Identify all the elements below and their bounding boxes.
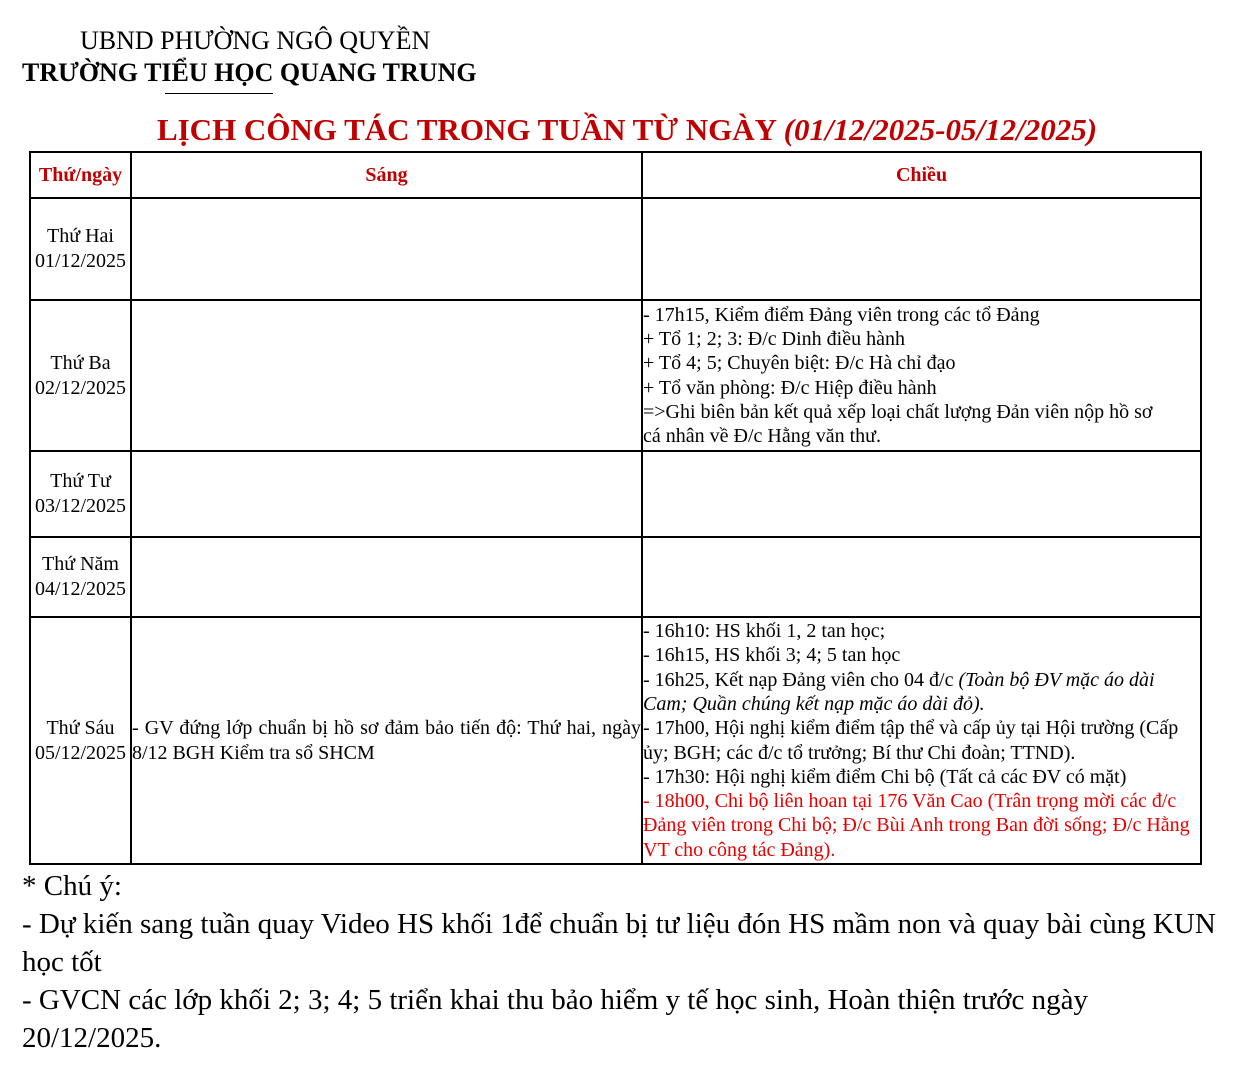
- weekday: Thứ Hai: [47, 225, 114, 247]
- date: 02/12/2025: [34, 376, 127, 399]
- day-cell: [30, 537, 131, 617]
- col-header-afternoon: Chiều: [642, 152, 1201, 198]
- weekday: Thứ Tư: [50, 470, 111, 492]
- schedule-table: [29, 151, 1202, 865]
- afternoon-line: - 17h15, Kiểm điểm Đảng viên trong các tổ Đảng: [643, 303, 1040, 326]
- col-header-morning: Sáng: [131, 152, 642, 198]
- date: 05/12/2025: [34, 741, 127, 764]
- notes-heading: * Chú ý:: [22, 870, 122, 902]
- day-cell: [30, 451, 131, 537]
- day-cell: [30, 300, 131, 451]
- afternoon-line: - 17h00, Hội nghị kiểm điểm tập thể và cấp ủy tại Hội trường (Cấp ủy; BGH; các đ/c tổ trưởng; Bí thư Chi đoàn; TTND).: [643, 717, 1179, 764]
- afternoon-line: + Tổ 4; 5; Chuyên biệt: Đ/c Hà chỉ đạo: [643, 352, 956, 375]
- table-row: [30, 198, 1201, 300]
- day-cell: [30, 617, 131, 864]
- afternoon-cell: [642, 537, 1201, 617]
- day-cell: [30, 198, 131, 300]
- title-date-range: (01/12/2025-05/12/2025): [783, 112, 1098, 147]
- afternoon-line: cá nhân về Đ/c Hằng văn thư.: [643, 425, 881, 448]
- note-item: - GVCN các lớp khối 2; 3; 4; 5 triển khai thu bảo hiểm y tế học sinh, Hoàn thiện trước ngày 20/12/2025.: [22, 984, 1089, 1054]
- col-header-day: Thứ/ngày: [30, 152, 131, 198]
- school-name: TRƯỜNG TIỂU HỌC QUANG TRUNG: [22, 58, 477, 87]
- table-row: [30, 451, 1201, 537]
- title-main: LỊCH CÔNG TÁC TRONG TUẦN TỪ NGÀY: [156, 112, 784, 147]
- afternoon-line-text: - 16h25, Kết nạp Đảng viên cho 04 đ/c: [643, 668, 959, 691]
- dress-code-note: (Toàn bộ ĐV mặc áo dài Cam; Quần chúng kết nạp mặc áo dài đỏ).: [643, 668, 1155, 715]
- weekday: Thứ Năm: [42, 553, 119, 575]
- morning-cell: [131, 300, 642, 451]
- org-name: UBND PHƯỜNG NGÔ QUYỀN: [80, 26, 431, 55]
- afternoon-line-highlight: - 18h00, Chi bộ liên hoan tại 176 Văn Cao (Trân trọng mời các đ/c Đảng viên trong Chi bộ; Đ/c Bùi Anh trong Ban đời sống; Đ/c Hằng VT cho công tác Đảng).: [643, 790, 1190, 861]
- notes-section: [22, 867, 1222, 1057]
- afternoon-line: - 16h15, HS khối 3; 4; 5 tan học: [643, 644, 901, 667]
- header-underline: [165, 93, 273, 94]
- afternoon-line: + Tổ văn phòng: Đ/c Hiệp điều hành: [643, 376, 937, 399]
- afternoon-cell: [642, 451, 1201, 537]
- table-row: [30, 537, 1201, 617]
- afternoon-line: - 17h30: Hội nghị kiểm điểm Chi bộ (Tất cả các ĐV có mặt): [643, 765, 1127, 788]
- afternoon-cell: [642, 300, 1201, 451]
- morning-cell: [131, 537, 642, 617]
- morning-cell: [131, 198, 642, 300]
- table-row: [30, 300, 1201, 451]
- table-header-row: [30, 152, 1201, 198]
- afternoon-cell: [642, 198, 1201, 300]
- afternoon-line: + Tổ 1; 2; 3: Đ/c Dinh điều hành: [643, 327, 905, 350]
- morning-cell: - GV đứng lớp chuẩn bị hồ sơ đảm bảo tiến độ: Thứ hai, ngày 8/12 BGH Kiểm tra sổ SHCM: [131, 617, 642, 864]
- date: 04/12/2025: [34, 578, 127, 600]
- afternoon-line: =>Ghi biên bản kết quả xếp loại chất lượng Đản viên nộp hồ sơ: [643, 400, 1153, 423]
- weekday: Thứ Sáu: [46, 716, 115, 739]
- morning-cell: [131, 451, 642, 537]
- afternoon-line: - 16h10: HS khối 1, 2 tan học;: [643, 620, 886, 643]
- page-title: [0, 112, 1254, 148]
- weekday: Thứ Ba: [50, 351, 111, 374]
- note-item: - Dự kiến sang tuần quay Video HS khối 1để chuẩn bị tư liệu đón HS mầm non và quay bài cùng KUN học tốt: [22, 908, 1216, 978]
- afternoon-line: [643, 668, 1200, 717]
- table-row: [30, 617, 1201, 864]
- date: 01/12/2025: [34, 250, 127, 272]
- afternoon-cell: [642, 617, 1201, 864]
- date: 03/12/2025: [34, 495, 127, 517]
